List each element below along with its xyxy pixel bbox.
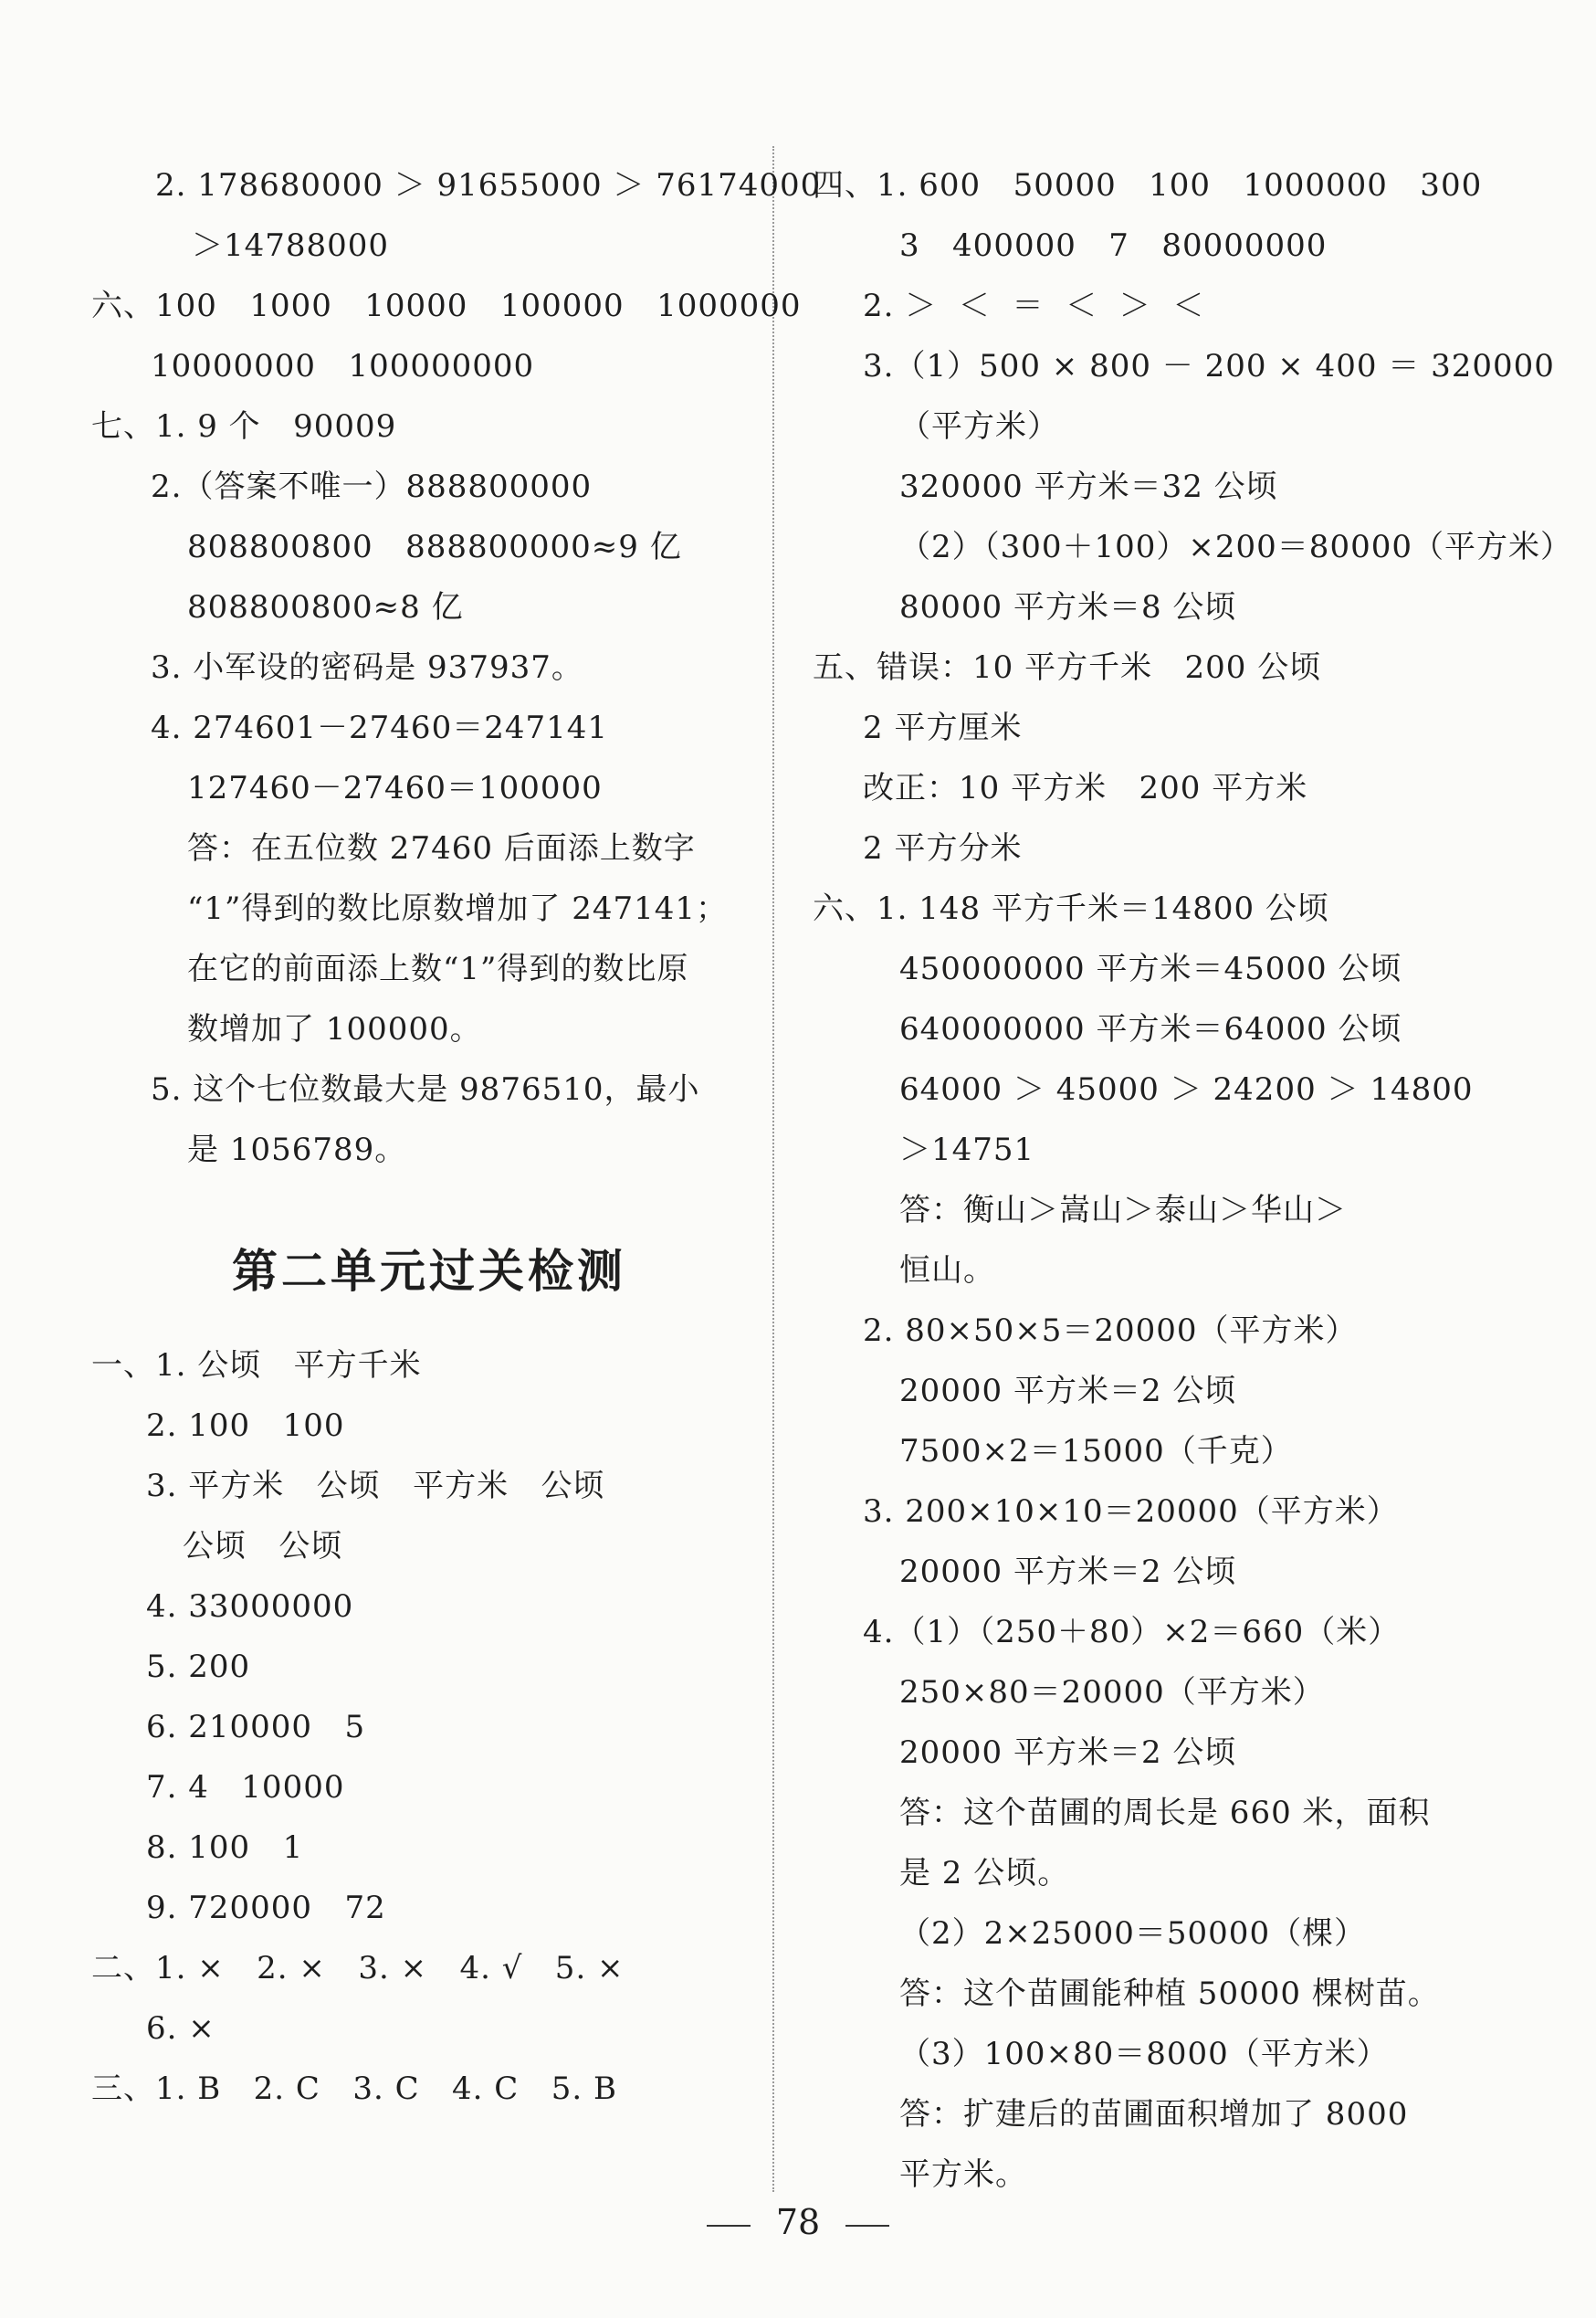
answer-line: 是 1056789。: [187, 1132, 407, 1168]
answer-line: 2. 178680000 ＞ 91655000 ＞ 76174000: [155, 167, 822, 204]
answer-line: 二、1. × 2. × 3. × 4. √ 5. ×: [91, 1950, 625, 1986]
right-column: [813, 155, 1572, 2205]
answer-line: 4. 274601－27460＝247141: [151, 710, 608, 746]
answer-line: 127460－27460＝100000: [187, 770, 603, 806]
answer-line: 808800800 888800000≈9 亿: [187, 529, 682, 565]
answer-line: 数增加了 100000。: [187, 1011, 482, 1048]
answer-line: 四、1. 600 50000 100 1000000 300: [813, 167, 1483, 204]
answer-line: 320000 平方米＝32 公顷: [899, 469, 1278, 505]
answer-line: 3. 200×10×10＝20000（平方米）: [863, 1493, 1399, 1530]
answer-line: 7500×2＝15000（千克）: [899, 1433, 1293, 1470]
answer-line: 五、错误：10 平方千米 200 公顷: [813, 649, 1322, 686]
answer-line: 4. 33000000: [146, 1588, 354, 1625]
answer-line: 在它的前面添上数“1”得到的数比原: [187, 951, 689, 987]
answer-line: （2）2×25000＝50000（棵）: [899, 1915, 1367, 1952]
answer-line: 恒山。: [899, 1252, 995, 1289]
column-divider: [772, 146, 774, 2192]
answer-line: 改正：10 平方米 200 平方米: [863, 770, 1308, 806]
answer-line: 64000 ＞ 45000 ＞ 24200 ＞ 14800: [899, 1071, 1474, 1108]
answer-line: （2）（300＋100）×200＝80000（平方米）: [899, 529, 1572, 565]
answer-line: 是 2 公顷。: [899, 1855, 1070, 1891]
answer-line: （3）100×80＝8000（平方米）: [899, 2036, 1389, 2072]
section-title: 第二单元过关检测: [232, 1245, 626, 1298]
answer-line: 2. 100 100: [146, 1407, 345, 1444]
page-footer: [0, 2195, 1596, 2250]
answer-line: 答：扩建后的苗圃面积增加了 8000: [899, 2096, 1409, 2133]
answer-line: 答：这个苗圃能种植 50000 棵树苗。: [899, 1976, 1440, 2012]
left-column: [91, 155, 822, 2119]
answer-line: “1”得到的数比原数增加了 247141；: [187, 890, 728, 927]
answer-line: 808800800≈8 亿: [187, 589, 464, 626]
answer-line: 3. 平方米 公顷 平方米 公顷: [146, 1468, 605, 1504]
right-answers: [813, 155, 1572, 2205]
answer-line: 答：在五位数 27460 后面添上数字: [187, 830, 696, 867]
answer-line: 三、1. B 2. C 3. C 4. C 5. B: [91, 2070, 617, 2107]
answer-line: 答：这个苗圃的周长是 660 米，面积: [899, 1795, 1431, 1831]
answer-line: 4.（1）（250＋80）×2＝660（米）: [863, 1614, 1401, 1650]
footer-dash-left: [707, 2225, 751, 2227]
answer-line: 9. 720000 72: [146, 1890, 386, 1926]
answer-line: 20000 平方米＝2 公顷: [899, 1734, 1237, 1771]
answer-line: 六、1. 148 平方千米＝14800 公顷: [813, 890, 1329, 927]
answer-line: 450000000 平方米＝45000 公顷: [899, 951, 1402, 987]
answer-line: 六、100 1000 10000 100000 1000000: [91, 288, 802, 324]
answer-line: 平方米。: [899, 2156, 1027, 2193]
answer-line: 3. 小军设的密码是 937937。: [151, 649, 583, 686]
answer-line: 80000 平方米＝8 公顷: [899, 589, 1237, 626]
answer-line: 2 平方厘米: [863, 710, 1023, 746]
answer-line: ＞14788000: [192, 227, 390, 264]
answer-line: （平方米）: [899, 408, 1059, 445]
answer-line: 6. 210000 5: [146, 1709, 366, 1745]
answer-line: 10000000 100000000: [151, 348, 535, 385]
left-answers-unit2: [91, 1335, 749, 2119]
answer-line: 20000 平方米＝2 公顷: [899, 1554, 1237, 1590]
answer-line: 3.（1）500 × 800 － 200 × 400 ＝ 320000: [863, 348, 1555, 385]
answer-line: 公顷 公顷: [183, 1528, 343, 1565]
answer-line: 2 平方分米: [863, 830, 1023, 867]
answer-line: 2. ＞ ＜ ＝ ＜ ＞ ＜: [863, 288, 1205, 324]
answer-line: 3 400000 7 80000000: [899, 227, 1328, 264]
answer-line: 640000000 平方米＝64000 公顷: [899, 1011, 1402, 1048]
answer-line: 5. 200: [146, 1649, 251, 1685]
left-answers-unit1: [91, 155, 822, 1180]
answer-line: 一、1. 公顷 平方千米: [91, 1347, 422, 1384]
footer-dash-right: [845, 2225, 889, 2227]
answer-line: 2. 80×50×5＝20000（平方米）: [863, 1312, 1358, 1349]
answer-line: 6. ×: [146, 2010, 215, 2047]
answer-line: 答：衡山＞嵩山＞泰山＞华山＞: [899, 1192, 1347, 1228]
answer-line: 250×80＝20000（平方米）: [899, 1674, 1325, 1711]
answer-line: 8. 100 1: [146, 1829, 304, 1866]
answer-line: ＞14751: [899, 1132, 1035, 1168]
answer-line: 7. 4 10000: [146, 1769, 345, 1806]
answer-line: 七、1. 9 个 90009: [91, 408, 397, 445]
answer-line: 5. 这个七位数最大是 9876510，最小: [151, 1071, 700, 1108]
page-number: 78: [775, 2202, 821, 2242]
answer-line: 20000 平方米＝2 公顷: [899, 1373, 1237, 1409]
answer-line: 2.（答案不唯一）888800000: [151, 469, 593, 505]
